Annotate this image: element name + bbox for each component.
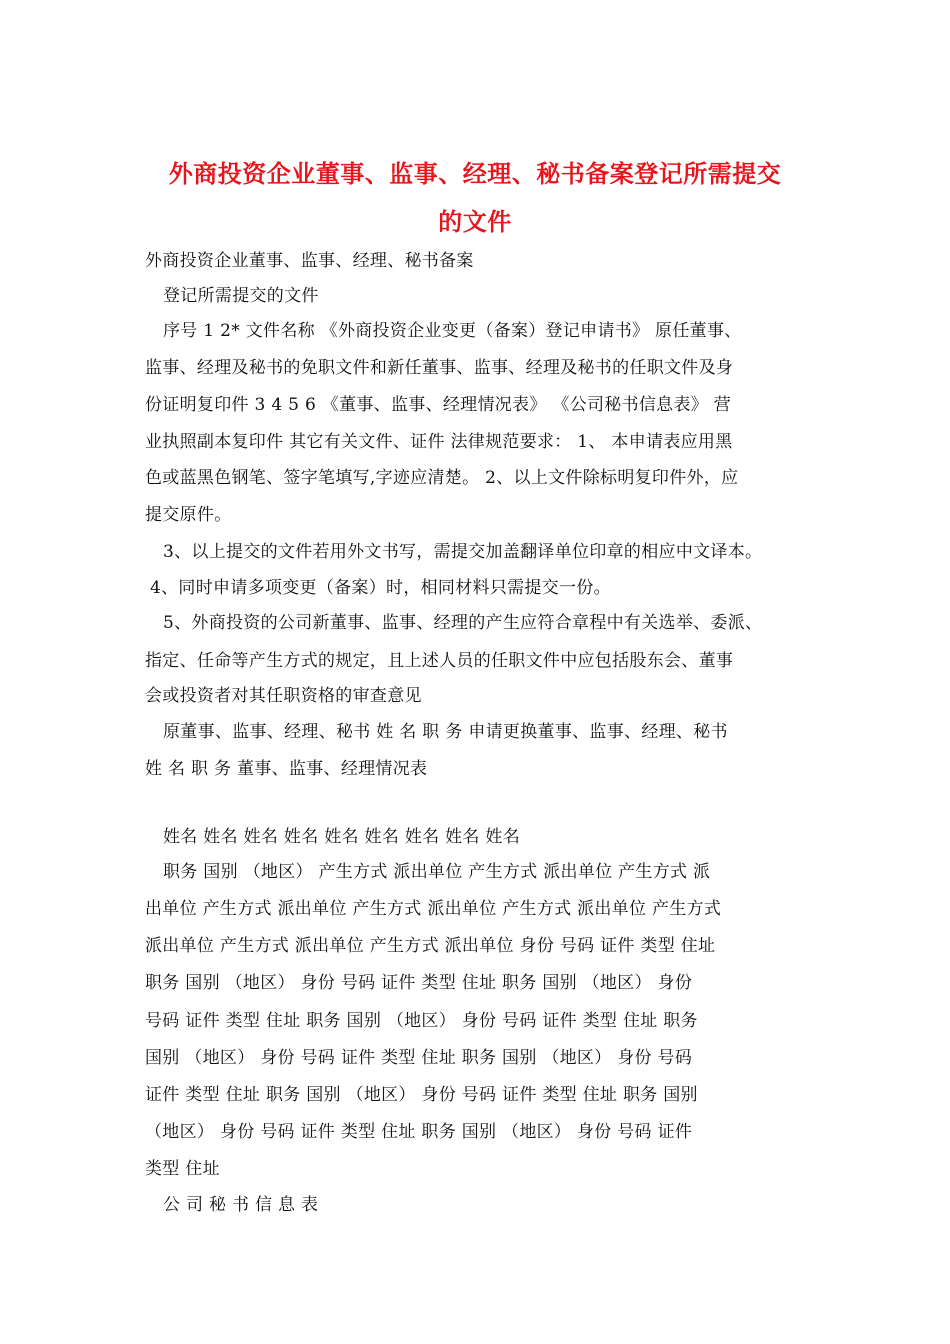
body-line: 登记所需提交的文件 <box>163 286 319 306</box>
body-line: 提交原件。 <box>145 505 232 525</box>
body-line: 派出单位 产生方式 派出单位 产生方式 派出单位 身份 号码 证件 类型 住址 <box>145 936 716 956</box>
body-line: 序号 1 2* 文件名称 《外商投资企业变更（备案）登记申请书》 原任董事、 <box>163 321 742 341</box>
body-line: 证件 类型 住址 职务 国别 （地区） 身份 号码 证件 类型 住址 职务 国别 <box>145 1085 698 1105</box>
body-line: 监事、经理及秘书的免职文件和新任董事、监事、经理及秘书的任职文件及身 <box>145 358 734 378</box>
body-line: 职务 国别 （地区） 身份 号码 证件 类型 住址 职务 国别 （地区） 身份 <box>145 973 693 993</box>
body-line: 色或蓝黑色钢笔、签字笔填写,字迹应清楚。 2、以上文件除标明复印件外，应 <box>145 468 739 488</box>
body-line: 会或投资者对其任职资格的审查意见 <box>145 686 422 706</box>
body-line: 出单位 产生方式 派出单位 产生方式 派出单位 产生方式 派出单位 产生方式 <box>145 899 722 919</box>
body-line: 3、以上提交的文件若用外文书写，需提交加盖翻译单位印章的相应中文译本。 <box>163 542 763 562</box>
body-line: 职务 国别 （地区） 产生方式 派出单位 产生方式 派出单位 产生方式 派 <box>163 862 711 882</box>
body-line: 外商投资企业董事、监事、经理、秘书备案 <box>145 251 474 271</box>
body-line: 业执照副本复印件 其它有关文件、证件 法律规范要求： 1、 本申请表应用黑 <box>145 432 733 452</box>
body-line: 指定、任命等产生方式的规定，且上述人员的任职文件中应包括股东会、董事 <box>145 651 734 671</box>
body-line: 5、外商投资的公司新董事、监事、经理的产生应符合章程中有关选举、委派、 <box>163 613 763 633</box>
document-title-line-2: 的文件 <box>438 207 512 236</box>
body-line: 号码 证件 类型 住址 职务 国别 （地区） 身份 号码 证件 类型 住址 职务 <box>145 1011 698 1031</box>
body-line: 国别 （地区） 身份 号码 证件 类型 住址 职务 国别 （地区） 身份 号码 <box>145 1048 693 1068</box>
body-line: 公 司 秘 书 信 息 表 <box>163 1195 319 1215</box>
body-line: （地区） 身份 号码 证件 类型 住址 职务 国别 （地区） 身份 号码 证件 <box>145 1122 693 1142</box>
body-line: 原董事、监事、经理、秘书 姓 名 职 务 申请更换董事、监事、经理、秘书 <box>163 722 728 742</box>
body-line: 姓 名 职 务 董事、监事、经理情况表 <box>145 759 428 779</box>
body-line: 类型 住址 <box>145 1159 220 1179</box>
document-title-line-1: 外商投资企业董事、监事、经理、秘书备案登记所需提交 <box>168 159 782 188</box>
body-line: 姓名 姓名 姓名 姓名 姓名 姓名 姓名 姓名 姓名 <box>163 827 521 847</box>
body-line: 4、同时申请多项变更（备案）时，相同材料只需提交一份。 <box>150 578 611 598</box>
body-line: 份证明复印件 3 4 5 6 《董事、监事、经理情况表》 《公司秘书信息表》 营 <box>145 395 732 415</box>
